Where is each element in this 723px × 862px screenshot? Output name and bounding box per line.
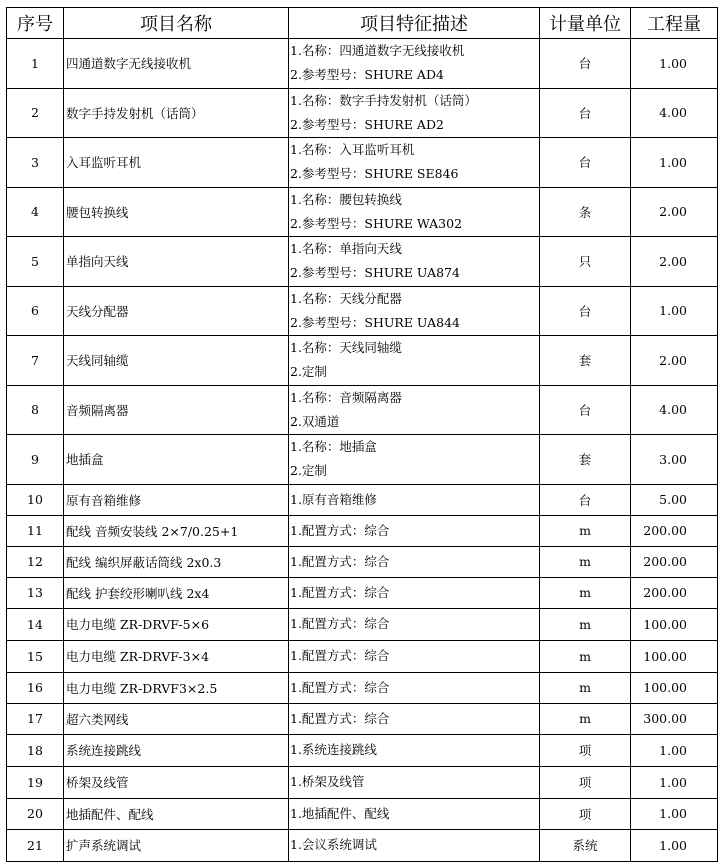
table-row (7, 237, 718, 287)
table-row (7, 703, 718, 734)
description-line: 1.原有音箱维修 (290, 491, 377, 507)
row-index: 4 (7, 187, 64, 237)
row-item-name: 入耳监听耳机 (64, 138, 289, 188)
row-index: 21 (7, 829, 64, 861)
row-description (289, 766, 540, 798)
row-description (289, 577, 540, 608)
header-row (7, 8, 718, 39)
row-item-name: 配线 音频安装线 2×7/0.25+1 (64, 515, 289, 546)
row-description (289, 385, 540, 435)
row-quantity: 2.00 (631, 237, 718, 287)
row-description (289, 138, 540, 188)
row-unit: 套 (540, 336, 631, 386)
table-row (7, 484, 718, 515)
header-description: 项目特征描述 (289, 8, 540, 39)
description-line: 2.参考型号：SHURE SE846 (290, 166, 459, 182)
row-description (289, 798, 540, 829)
table-row (7, 829, 718, 861)
description-line: 2.参考型号：SHURE WA302 (290, 215, 463, 231)
row-quantity: 1.00 (631, 766, 718, 798)
row-quantity: 300.00 (631, 703, 718, 734)
row-unit: 台 (540, 88, 631, 138)
row-quantity: 1.00 (631, 829, 718, 861)
description-line: 1.地插配件、配线 (290, 805, 390, 821)
row-index: 3 (7, 138, 64, 188)
row-quantity: 1.00 (631, 286, 718, 336)
row-index: 8 (7, 385, 64, 435)
description-line: 1.配置方式：综合 (290, 584, 390, 600)
row-quantity: 5.00 (631, 484, 718, 515)
header-quantity: 工程量 (631, 8, 718, 39)
description-line: 1.名称：入耳监听耳机 (290, 142, 415, 158)
row-index: 6 (7, 286, 64, 336)
table-row (7, 608, 718, 640)
row-index: 19 (7, 766, 64, 798)
row-quantity: 2.00 (631, 336, 718, 386)
description-line: 1.会议系统调试 (290, 837, 377, 852)
row-quantity: 2.00 (631, 187, 718, 237)
table-row (7, 435, 718, 485)
row-index: 11 (7, 515, 64, 546)
description-line: 1.名称：腰包转换线 (290, 191, 402, 207)
row-index: 13 (7, 577, 64, 608)
row-description (289, 484, 540, 515)
row-item-name: 地插配件、配线 (64, 798, 289, 829)
row-unit: m (540, 703, 631, 734)
row-index: 15 (7, 640, 64, 672)
row-description (289, 515, 540, 546)
row-description (289, 435, 540, 485)
row-description (289, 829, 540, 861)
description-line: 1.名称：四通道数字无线接收机 (290, 43, 465, 59)
row-quantity: 3.00 (631, 435, 718, 485)
row-item-name: 扩声系统调试 (64, 829, 289, 861)
row-unit: 台 (540, 39, 631, 89)
row-unit: 台 (540, 138, 631, 188)
table-row (7, 672, 718, 703)
table-row (7, 286, 718, 336)
description-line: 1.名称：音频隔离器 (290, 389, 402, 405)
table-row (7, 88, 718, 138)
row-item-name: 电力电缆 ZR-DRVF3×2.5 (64, 672, 289, 703)
row-quantity: 4.00 (631, 88, 718, 138)
row-unit: 只 (540, 237, 631, 287)
row-description (289, 734, 540, 766)
row-unit: 台 (540, 484, 631, 515)
row-index: 10 (7, 484, 64, 515)
description-line: 1.名称：天线同轴缆 (290, 340, 402, 356)
row-index: 7 (7, 336, 64, 386)
row-unit: 系统 (540, 829, 631, 861)
row-description (289, 640, 540, 672)
description-line: 1.配置方式：综合 (290, 710, 390, 726)
row-item-name: 配线 编织屏蔽话筒线 2x0.3 (64, 546, 289, 577)
row-description (289, 286, 540, 336)
description-line: 2.参考型号：SHURE AD2 (290, 116, 444, 132)
row-item-name: 单指向天线 (64, 237, 289, 287)
table-row (7, 336, 718, 386)
table-row (7, 546, 718, 577)
row-unit: m (540, 515, 631, 546)
row-quantity: 200.00 (631, 546, 718, 577)
row-item-name: 桥架及线管 (64, 766, 289, 798)
table-row (7, 640, 718, 672)
row-unit: 台 (540, 385, 631, 435)
table-row (7, 187, 718, 237)
row-quantity: 1.00 (631, 39, 718, 89)
row-unit: m (540, 546, 631, 577)
row-index: 12 (7, 546, 64, 577)
description-line: 1.配置方式：综合 (290, 553, 390, 569)
row-unit: m (540, 672, 631, 703)
row-description (289, 608, 540, 640)
row-item-name: 地插盒 (64, 435, 289, 485)
row-index: 9 (7, 435, 64, 485)
description-line: 1.名称：地插盒 (290, 439, 377, 455)
row-item-name: 四通道数字无线接收机 (64, 39, 289, 89)
table-row (7, 515, 718, 546)
row-description (289, 336, 540, 386)
row-item-name: 天线分配器 (64, 286, 289, 336)
row-unit: m (540, 608, 631, 640)
row-item-name: 原有音箱维修 (64, 484, 289, 515)
bill-of-quantities-table (6, 7, 718, 862)
row-item-name: 系统连接跳线 (64, 734, 289, 766)
row-description (289, 672, 540, 703)
description-line: 1.名称：单指向天线 (290, 241, 402, 257)
description-line: 1.配置方式：综合 (290, 679, 390, 695)
row-item-name: 超六类网线 (64, 703, 289, 734)
row-quantity: 100.00 (631, 640, 718, 672)
table-row (7, 734, 718, 766)
table-row (7, 138, 718, 188)
row-index: 20 (7, 798, 64, 829)
header-unit: 计量单位 (540, 8, 631, 39)
description-line: 2.定制 (290, 364, 327, 380)
row-index: 14 (7, 608, 64, 640)
row-quantity: 200.00 (631, 515, 718, 546)
row-quantity: 200.00 (631, 577, 718, 608)
description-line: 2.参考型号：SHURE UA844 (290, 314, 460, 330)
description-line: 1.系统连接跳线 (290, 742, 377, 757)
table-row (7, 39, 718, 89)
row-description (289, 187, 540, 237)
row-quantity: 100.00 (631, 672, 718, 703)
row-unit: 套 (540, 435, 631, 485)
row-description (289, 237, 540, 287)
row-item-name: 音频隔离器 (64, 385, 289, 435)
row-quantity: 1.00 (631, 798, 718, 829)
row-item-name: 腰包转换线 (64, 187, 289, 237)
row-index: 18 (7, 734, 64, 766)
table-row (7, 798, 718, 829)
description-line: 2.定制 (290, 463, 327, 479)
row-index: 16 (7, 672, 64, 703)
row-item-name: 天线同轴缆 (64, 336, 289, 386)
row-description (289, 88, 540, 138)
row-unit: 项 (540, 734, 631, 766)
row-description (289, 703, 540, 734)
table-row (7, 766, 718, 798)
row-description (289, 39, 540, 89)
row-quantity: 4.00 (631, 385, 718, 435)
description-line: 1.配置方式：综合 (290, 648, 390, 663)
row-unit: m (540, 577, 631, 608)
description-line: 2.双通道 (290, 413, 340, 429)
description-line: 2.参考型号：SHURE UA874 (290, 265, 460, 281)
row-index: 1 (7, 39, 64, 89)
row-item-name: 电力电缆 ZR-DRVF-5×6 (64, 608, 289, 640)
row-quantity: 100.00 (631, 608, 718, 640)
description-line: 1.配置方式：综合 (290, 522, 390, 538)
row-index: 17 (7, 703, 64, 734)
row-description (289, 546, 540, 577)
description-line: 1.桥架及线管 (290, 774, 365, 789)
row-item-name: 配线 护套绞形喇叭线 2x4 (64, 577, 289, 608)
row-quantity: 1.00 (631, 138, 718, 188)
row-unit: m (540, 640, 631, 672)
description-line: 1.名称：天线分配器 (290, 290, 402, 306)
header-item-name: 项目名称 (64, 8, 289, 39)
description-line: 1.名称：数字手持发射机（话筒） (290, 92, 477, 108)
header-index: 序号 (7, 8, 64, 39)
row-quantity: 1.00 (631, 734, 718, 766)
row-item-name: 数字手持发射机（话筒） (64, 88, 289, 138)
table-row (7, 385, 718, 435)
table-row (7, 577, 718, 608)
description-line: 2.参考型号：SHURE AD4 (290, 67, 444, 83)
row-unit: 项 (540, 798, 631, 829)
description-line: 1.配置方式：综合 (290, 616, 390, 631)
row-index: 5 (7, 237, 64, 287)
row-unit: 台 (540, 286, 631, 336)
row-item-name: 电力电缆 ZR-DRVF-3×4 (64, 640, 289, 672)
row-unit: 项 (540, 766, 631, 798)
row-unit: 条 (540, 187, 631, 237)
row-index: 2 (7, 88, 64, 138)
